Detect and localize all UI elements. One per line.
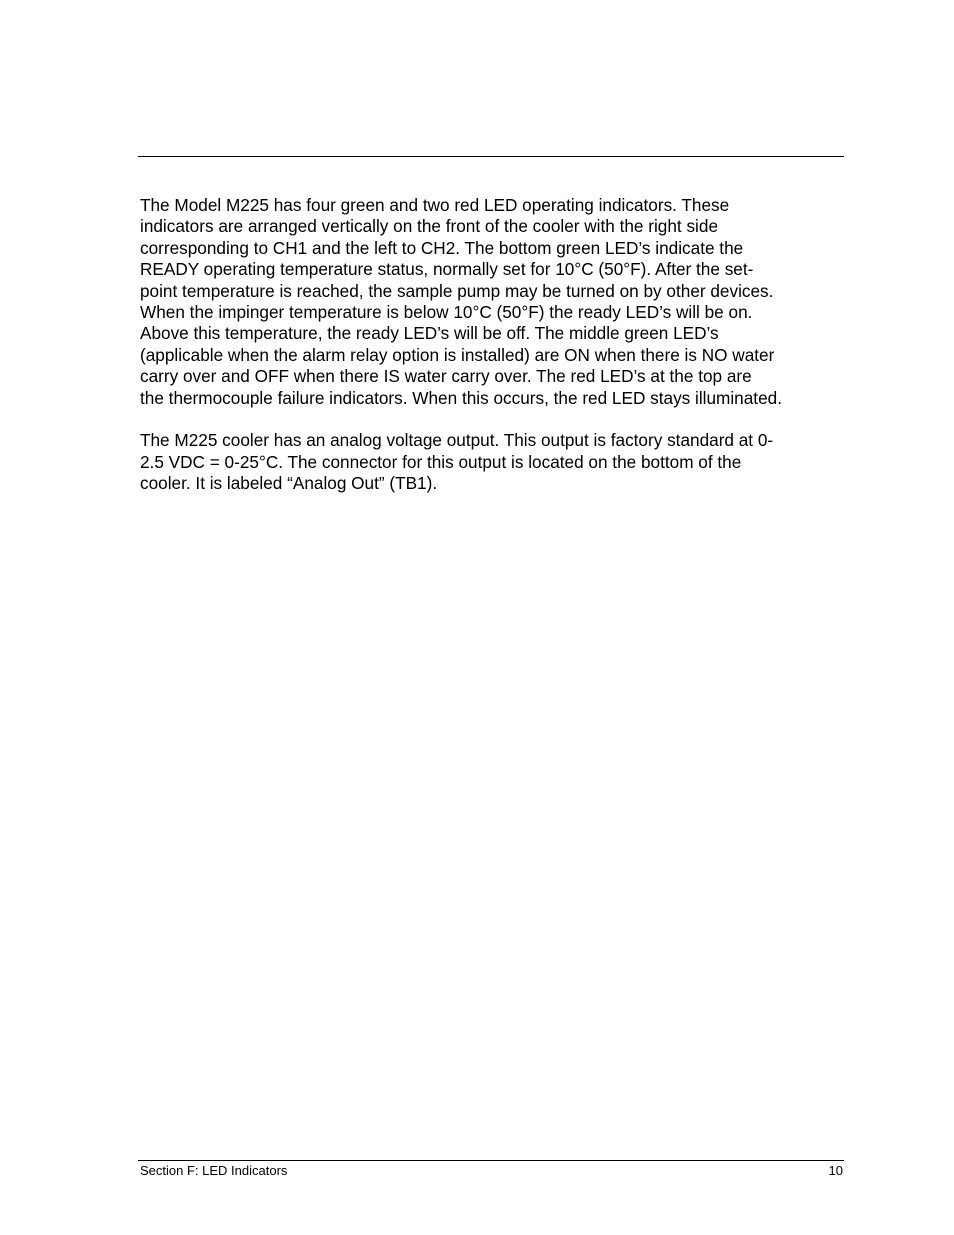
text-line: The M225 cooler has an analog voltage output. This output is factory standard at 0- (140, 430, 774, 451)
text-line: corresponding to CH1 and the left to CH2. The bottom green LED’s indicate the (140, 237, 744, 258)
text-line: point temperature is reached, the sample pump may be turned on by other devices. (140, 280, 774, 301)
document-body (140, 195, 848, 495)
text-line: 2.5 VDC = 0-25°C. The connector for this output is located on the bottom of the (140, 451, 742, 472)
paragraph-analog-output (140, 430, 848, 494)
text-line: indicators are arranged vertically on the front of the cooler with the right side (140, 216, 718, 237)
text-line: (applicable when the alarm relay option is installed) are ON when there is NO water (140, 344, 775, 365)
text-line: READY operating temperature status, normally set for 10°C (50°F). After the set- (140, 259, 754, 280)
footer-section-title: Section F: LED Indicators (140, 1163, 288, 1178)
text-line: cooler. It is labeled “Analog Out” (TB1). (140, 473, 438, 494)
text-line: Above this temperature, the ready LED’s will be off. The middle green LED’s (140, 323, 719, 344)
text-line: The Model M225 has four green and two red LED operating indicators. These (140, 195, 730, 215)
header-divider (138, 156, 844, 157)
text-line: the thermocouple failure indicators. When this occurs, the red LED stays illuminated. (140, 387, 782, 408)
page-footer (140, 1163, 843, 1178)
footer-divider (138, 1160, 844, 1161)
footer-page-number: 10 (828, 1163, 843, 1178)
text-line: carry over and OFF when there IS water carry over. The red LED’s at the top are (140, 366, 752, 387)
text-line: When the impinger temperature is below 10°C (50°F) the ready LED’s will be on. (140, 302, 753, 323)
paragraph-led-indicators (140, 195, 848, 409)
